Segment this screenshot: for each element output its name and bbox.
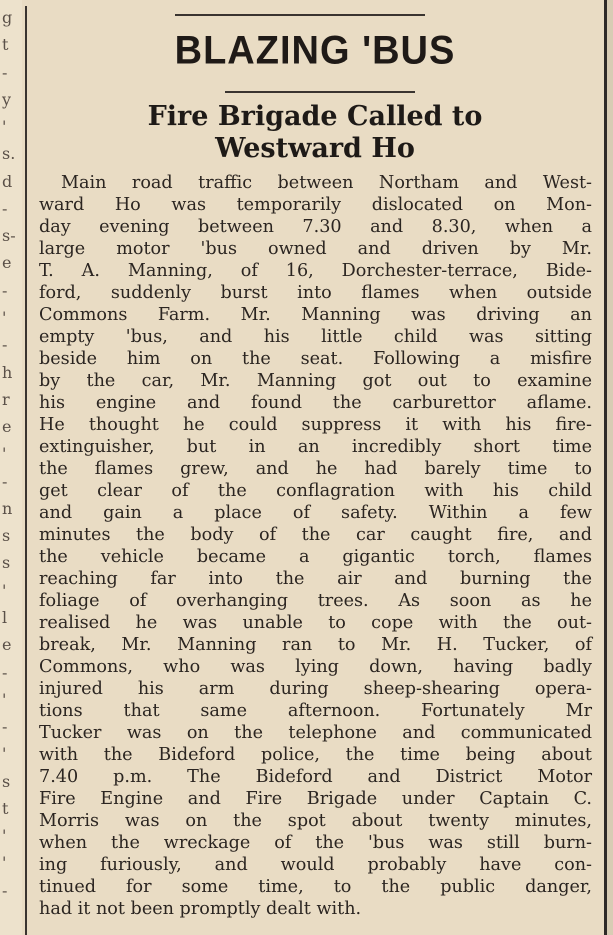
column-rule-left — [25, 6, 27, 935]
article-line: He thought he could suppress it with his fire- — [39, 415, 592, 435]
article-line: the vehicle became a gigantic torch, flames — [39, 547, 592, 567]
article-line: beside him on the seat. Following a misfire — [39, 349, 592, 369]
article-line: day evening between 7.30 and 8.30, when a — [39, 217, 592, 237]
column-fragment: ' — [2, 853, 7, 873]
column-fragment: ' — [2, 444, 7, 464]
column-fragment: r — [2, 389, 10, 409]
article-line: his engine and found the carburettor aflame. — [39, 393, 592, 413]
headline: BLAZING 'BUS — [174, 28, 456, 74]
column-fragment: e — [2, 635, 12, 655]
column-fragment: e — [2, 253, 12, 273]
column-fragment: l — [2, 608, 8, 627]
column-fragment: s- — [2, 226, 16, 246]
news-article — [30, 0, 600, 935]
column-fragment: ' — [2, 308, 7, 327]
article-line: Tucker was on the telephone and communicated — [39, 723, 592, 743]
column-fragment: h — [2, 362, 13, 382]
article-line: ford, suddenly burst into flames when outside — [39, 283, 592, 303]
article-line: injured his arm during sheep-shearing opera- — [39, 679, 592, 699]
column-fragment: ' — [2, 744, 7, 764]
article-line: Fire Engine and Fire Brigade under Captain C. — [39, 789, 592, 809]
column-fragment: g — [2, 8, 13, 27]
article-line: break, Mr. Manning ran to Mr. H. Tucker, of — [39, 635, 592, 655]
column-fragment: d — [2, 171, 13, 191]
article-line: ward Ho was temporarily dislocated on Mon- — [39, 195, 592, 215]
article-line: foliage of overhanging trees. As soon as he — [39, 591, 592, 611]
article-body — [39, 172, 592, 920]
article-line: realised he was unable to cope with the out- — [39, 613, 592, 633]
subheadline — [30, 101, 600, 165]
article-line: empty 'bus, and his little child was sitting — [39, 327, 592, 347]
column-fragment: - — [2, 62, 8, 82]
article-line: and gain a place of safety. Within a few — [39, 503, 592, 523]
column-fragment: ' — [2, 689, 7, 709]
article-line: minutes the body of the car caught fire, and — [39, 525, 592, 545]
article-line: Main road traffic between Northam and West- — [61, 173, 592, 193]
page-edge — [607, 0, 613, 935]
column-fragment: ' — [2, 826, 7, 846]
column-fragment: s — [2, 553, 11, 573]
adjacent-column-fragment — [0, 0, 22, 935]
article-line: the flames grew, and he had barely time to — [39, 459, 592, 479]
article-line: large motor 'bus owned and driven by Mr. — [39, 239, 592, 259]
column-fragment: - — [2, 880, 8, 900]
column-fragment: ' — [2, 580, 7, 600]
article-line: Morris was on the spot about twenty minutes, — [39, 811, 592, 831]
column-fragment: s — [2, 771, 11, 791]
column-fragment: s. — [2, 144, 16, 164]
article-line: tinued for some time, to the public danger, — [39, 877, 592, 897]
column-fragment: t — [2, 798, 9, 818]
article-line: ing furiously, and would probably have con- — [39, 855, 592, 875]
column-fragment: y — [2, 89, 12, 109]
column-fragment: - — [2, 717, 8, 737]
article-line: 7.40 p.m. The Bideford and District Motor — [39, 767, 592, 787]
article-line: by the car, Mr. Manning got out to examine — [39, 371, 592, 391]
article-line: Commons Farm. Mr. Manning was driving an — [39, 305, 592, 325]
column-fragment: e — [2, 417, 12, 437]
article-line: T. A. Manning, of 16, Dorchester-terrace, Bide- — [39, 261, 592, 281]
column-fragment: ' — [2, 117, 7, 137]
column-fragment: - — [2, 280, 8, 300]
article-line: reaching far into the air and burning the — [39, 569, 592, 589]
article-line: get clear of the conflagration with his child — [39, 481, 592, 501]
subheadline-line-2: Westward Ho — [215, 133, 415, 164]
column-fragment: - — [2, 662, 8, 682]
headline-separator — [225, 91, 415, 93]
article-line: extinguisher, but in an incredibly short time — [39, 437, 592, 457]
article-line: with the Bideford police, the time being about — [39, 745, 592, 765]
column-fragment: s — [2, 526, 11, 546]
column-fragment: - — [2, 198, 8, 218]
subheadline-line-1: Fire Brigade Called to — [147, 101, 483, 132]
column-fragment: t — [2, 35, 9, 55]
column-fragment: n — [2, 498, 13, 518]
article-line: had it not been promptly dealt with. — [39, 899, 362, 919]
article-line: tions that same afternoon. Fortunately Mr — [39, 701, 592, 721]
article-line: when the wreckage of the 'bus was still burn- — [39, 833, 592, 853]
column-fragment: - — [2, 471, 8, 491]
article-line: Commons, who was lying down, having badly — [39, 657, 592, 677]
column-fragment: - — [2, 335, 8, 355]
